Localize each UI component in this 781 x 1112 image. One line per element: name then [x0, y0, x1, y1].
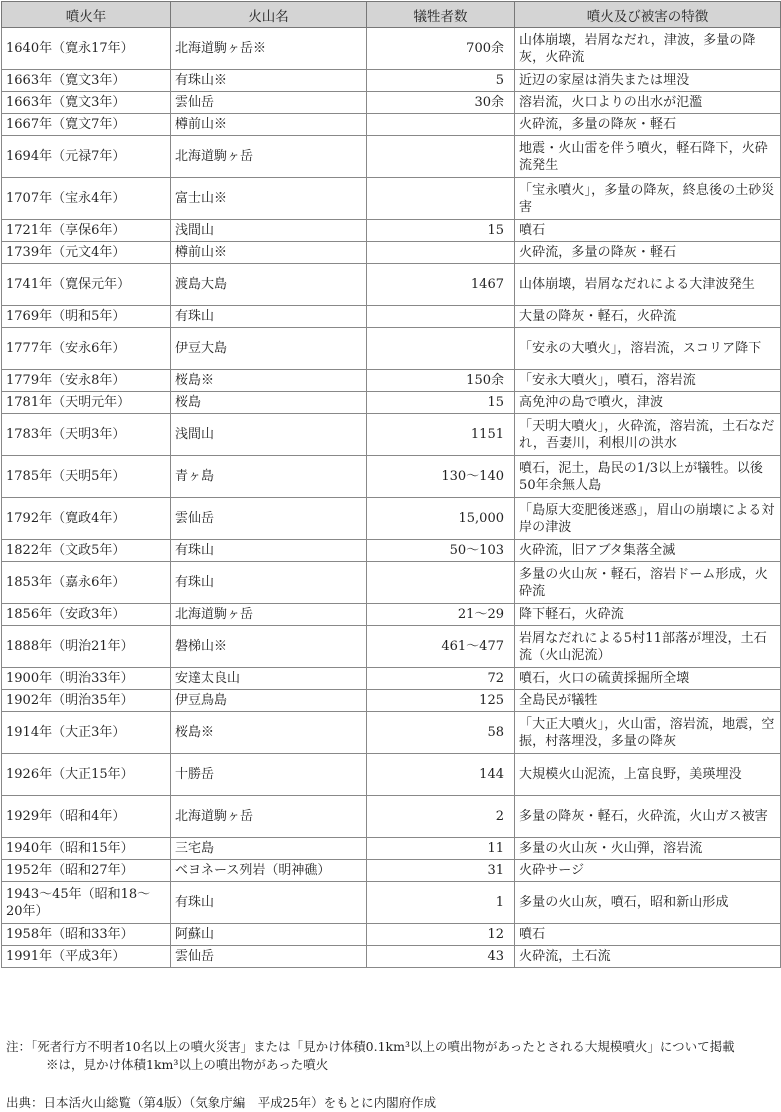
cell-features: 降下軽石，火砕流: [515, 604, 781, 626]
cell-victims: [367, 328, 515, 370]
table-row: [2, 498, 781, 540]
cell-volcano: 富士山※: [171, 178, 367, 220]
cell-victims: 50～103: [367, 540, 515, 562]
cell-volcano: 伊豆大島: [171, 328, 367, 370]
eruption-disaster-table: [1, 1, 781, 968]
cell-features: 「宝永噴火」，多量の降灰，終息後の土砂災害: [515, 178, 781, 220]
table-header-row: [2, 2, 781, 28]
table-row: [2, 114, 781, 136]
cell-volcano: 有珠山: [171, 306, 367, 328]
cell-year: 1694年（元禄7年）: [2, 136, 171, 178]
cell-year: 1779年（安永8年）: [2, 370, 171, 392]
cell-year: 1991年（平成3年）: [2, 946, 171, 968]
table-row: [2, 92, 781, 114]
table-row: [2, 220, 781, 242]
cell-year: 1853年（嘉永6年）: [2, 562, 171, 604]
cell-victims: 15: [367, 220, 515, 242]
cell-year: 1663年（寛文3年）: [2, 70, 171, 92]
table-row: [2, 626, 781, 668]
cell-features: 多量の火山灰，噴石，昭和新山形成: [515, 882, 781, 924]
cell-year: 1739年（元文4年）: [2, 242, 171, 264]
cell-features: 多量の火山灰・軽石，溶岩ドーム形成，火砕流: [515, 562, 781, 604]
cell-victims: 2: [367, 796, 515, 838]
cell-victims: [367, 306, 515, 328]
table-row: [2, 28, 781, 70]
cell-volcano: 阿蘇山: [171, 924, 367, 946]
header-year: 噴火年: [2, 2, 171, 28]
cell-volcano: 伊豆鳥島: [171, 690, 367, 712]
cell-victims: 15,000: [367, 498, 515, 540]
cell-victims: 144: [367, 754, 515, 796]
cell-year: 1822年（文政5年）: [2, 540, 171, 562]
cell-victims: [367, 178, 515, 220]
cell-victims: 58: [367, 712, 515, 754]
cell-victims: 43: [367, 946, 515, 968]
cell-volcano: 浅間山: [171, 414, 367, 456]
cell-year: 1902年（明治35年）: [2, 690, 171, 712]
table-row: [2, 328, 781, 370]
cell-year: 1707年（宝永4年）: [2, 178, 171, 220]
cell-volcano: 有珠山: [171, 540, 367, 562]
table-row: [2, 456, 781, 498]
table-body: [2, 28, 781, 968]
cell-volcano: 雲仙岳: [171, 946, 367, 968]
cell-volcano: 渡島大島: [171, 264, 367, 306]
table-row: [2, 604, 781, 626]
table-row: [2, 946, 781, 968]
table-row: [2, 370, 781, 392]
cell-volcano: 雲仙岳: [171, 92, 367, 114]
cell-volcano: 樽前山※: [171, 242, 367, 264]
cell-volcano: 十勝岳: [171, 754, 367, 796]
cell-features: 山体崩壊，岩屑なだれ，津波，多量の降灰，火砕流: [515, 28, 781, 70]
cell-features: 火砕流，土石流: [515, 946, 781, 968]
cell-victims: 12: [367, 924, 515, 946]
cell-volcano: 桜島※: [171, 370, 367, 392]
cell-volcano: 三宅島: [171, 838, 367, 860]
cell-features: 溶岩流，火口よりの出水が氾濫: [515, 92, 781, 114]
cell-year: 1914年（大正3年）: [2, 712, 171, 754]
cell-features: 近辺の家屋は消失または埋没: [515, 70, 781, 92]
cell-features: 地震・火山雷を伴う噴火，軽石降下，火砕流発生: [515, 136, 781, 178]
cell-features: 火砕サージ: [515, 860, 781, 882]
table-row: [2, 264, 781, 306]
cell-year: 1640年（寛永17年）: [2, 28, 171, 70]
cell-victims: [367, 562, 515, 604]
cell-volcano: 樽前山※: [171, 114, 367, 136]
cell-volcano: 北海道駒ヶ岳: [171, 796, 367, 838]
cell-year: 1785年（天明5年）: [2, 456, 171, 498]
table-row: [2, 924, 781, 946]
cell-volcano: 磐梯山※: [171, 626, 367, 668]
table-row: [2, 540, 781, 562]
cell-features: 「安永の大噴火」，溶岩流，スコリア降下: [515, 328, 781, 370]
cell-victims: [367, 114, 515, 136]
cell-year: 1781年（天明元年）: [2, 392, 171, 414]
header-victims: 犠牲者数: [367, 2, 515, 28]
cell-victims: 700余: [367, 28, 515, 70]
cell-volcano: 雲仙岳: [171, 498, 367, 540]
table-row: [2, 882, 781, 924]
cell-volcano: 北海道駒ヶ岳: [171, 604, 367, 626]
cell-year: 1856年（安政3年）: [2, 604, 171, 626]
cell-victims: 125: [367, 690, 515, 712]
table-row: [2, 306, 781, 328]
cell-year: 1943～45年（昭和18～20年）: [2, 882, 171, 924]
cell-year: 1741年（寛保元年）: [2, 264, 171, 306]
cell-victims: 130～140: [367, 456, 515, 498]
cell-year: 1783年（天明3年）: [2, 414, 171, 456]
table-row: [2, 70, 781, 92]
cell-features: 火砕流，多量の降灰・軽石: [515, 242, 781, 264]
table-row: [2, 668, 781, 690]
table-row: [2, 860, 781, 882]
cell-volcano: 北海道駒ヶ岳: [171, 136, 367, 178]
cell-victims: 11: [367, 838, 515, 860]
cell-features: 多量の降灰・軽石，火砕流，火山ガス被害: [515, 796, 781, 838]
cell-year: 1900年（明治33年）: [2, 668, 171, 690]
table-row: [2, 242, 781, 264]
cell-features: 噴石: [515, 220, 781, 242]
cell-victims: 5: [367, 70, 515, 92]
table-row: [2, 754, 781, 796]
table-row: [2, 392, 781, 414]
cell-victims: 21～29: [367, 604, 515, 626]
cell-features: 山体崩壊，岩屑なだれによる大津波発生: [515, 264, 781, 306]
header-volcano: 火山名: [171, 2, 367, 28]
header-features: 噴火及び被害の特徴: [515, 2, 781, 28]
note-criteria: 注：「死者行方不明者10名以上の噴火災害」または「見かけ体積0.1km³以上の噴出物があったとされる大規模噴火」について掲載: [6, 1039, 735, 1054]
cell-volcano: 有珠山※: [171, 70, 367, 92]
cell-volcano: 桜島※: [171, 712, 367, 754]
cell-victims: 1: [367, 882, 515, 924]
table-row: [2, 178, 781, 220]
source-citation: 出典：日本活火山総覧（第4版）（気象庁編 平成25年）をもとに内閣府作成: [6, 1095, 437, 1110]
cell-volcano: ベヨネース列岩（明神礁）: [171, 860, 367, 882]
cell-features: 噴石，火口の硫黄採掘所全壊: [515, 668, 781, 690]
cell-volcano: 北海道駒ヶ岳※: [171, 28, 367, 70]
cell-year: 1792年（寛政4年）: [2, 498, 171, 540]
cell-year: 1926年（大正15年）: [2, 754, 171, 796]
cell-features: 多量の火山灰・火山弾，溶岩流: [515, 838, 781, 860]
cell-features: 「天明大噴火」，火砕流，溶岩流，土石なだれ，吾妻川，利根川の洪水: [515, 414, 781, 456]
table-notes: [6, 1038, 776, 1074]
cell-victims: [367, 242, 515, 264]
cell-year: 1952年（昭和27年）: [2, 860, 171, 882]
cell-features: 噴石，泥土，島民の1/3以上が犠牲。以後50年余無人島: [515, 456, 781, 498]
table-row: [2, 136, 781, 178]
cell-year: 1888年（明治21年）: [2, 626, 171, 668]
cell-features: 大規模火山泥流，上富良野，美瑛埋没: [515, 754, 781, 796]
cell-volcano: 有珠山: [171, 562, 367, 604]
cell-year: 1667年（寛文7年）: [2, 114, 171, 136]
cell-victims: 461～477: [367, 626, 515, 668]
table-row: [2, 414, 781, 456]
cell-victims: 30余: [367, 92, 515, 114]
cell-features: 「大正大噴火」，火山雷，溶岩流，地震，空振，村落埋没，多量の降灰: [515, 712, 781, 754]
cell-year: 1777年（安永6年）: [2, 328, 171, 370]
table-row: [2, 712, 781, 754]
cell-features: 火砕流，多量の降灰・軽石: [515, 114, 781, 136]
cell-volcano: 桜島: [171, 392, 367, 414]
cell-features: 大量の降灰・軽石，火砕流: [515, 306, 781, 328]
cell-victims: 150余: [367, 370, 515, 392]
table-row: [2, 796, 781, 838]
cell-features: 火砕流，旧アブタ集落全滅: [515, 540, 781, 562]
cell-volcano: 浅間山: [171, 220, 367, 242]
cell-features: 「島原大変肥後迷惑」，眉山の崩壊による対岸の津波: [515, 498, 781, 540]
cell-volcano: 有珠山: [171, 882, 367, 924]
cell-victims: [367, 136, 515, 178]
cell-victims: 31: [367, 860, 515, 882]
cell-features: 「安永大噴火」，噴石，溶岩流: [515, 370, 781, 392]
cell-volcano: 青ヶ島: [171, 456, 367, 498]
cell-year: 1940年（昭和15年）: [2, 838, 171, 860]
cell-features: 噴石: [515, 924, 781, 946]
cell-year: 1958年（昭和33年）: [2, 924, 171, 946]
cell-victims: 1151: [367, 414, 515, 456]
cell-features: 高免沖の島で噴火，津波: [515, 392, 781, 414]
table-row: [2, 838, 781, 860]
cell-victims: 72: [367, 668, 515, 690]
cell-year: 1721年（享保6年）: [2, 220, 171, 242]
cell-year: 1769年（明和5年）: [2, 306, 171, 328]
cell-features: 岩屑なだれによる5村11部落が埋没，土石流（火山泥流）: [515, 626, 781, 668]
cell-volcano: 安達太良山: [171, 668, 367, 690]
cell-year: 1929年（昭和4年）: [2, 796, 171, 838]
table-row: [2, 690, 781, 712]
cell-victims: 1467: [367, 264, 515, 306]
cell-victims: 15: [367, 392, 515, 414]
note-asterisk: ※は，見かけ体積1km³以上の噴出物があった噴火: [46, 1057, 329, 1072]
cell-year: 1663年（寛文3年）: [2, 92, 171, 114]
cell-features: 全島民が犠牲: [515, 690, 781, 712]
table-row: [2, 562, 781, 604]
